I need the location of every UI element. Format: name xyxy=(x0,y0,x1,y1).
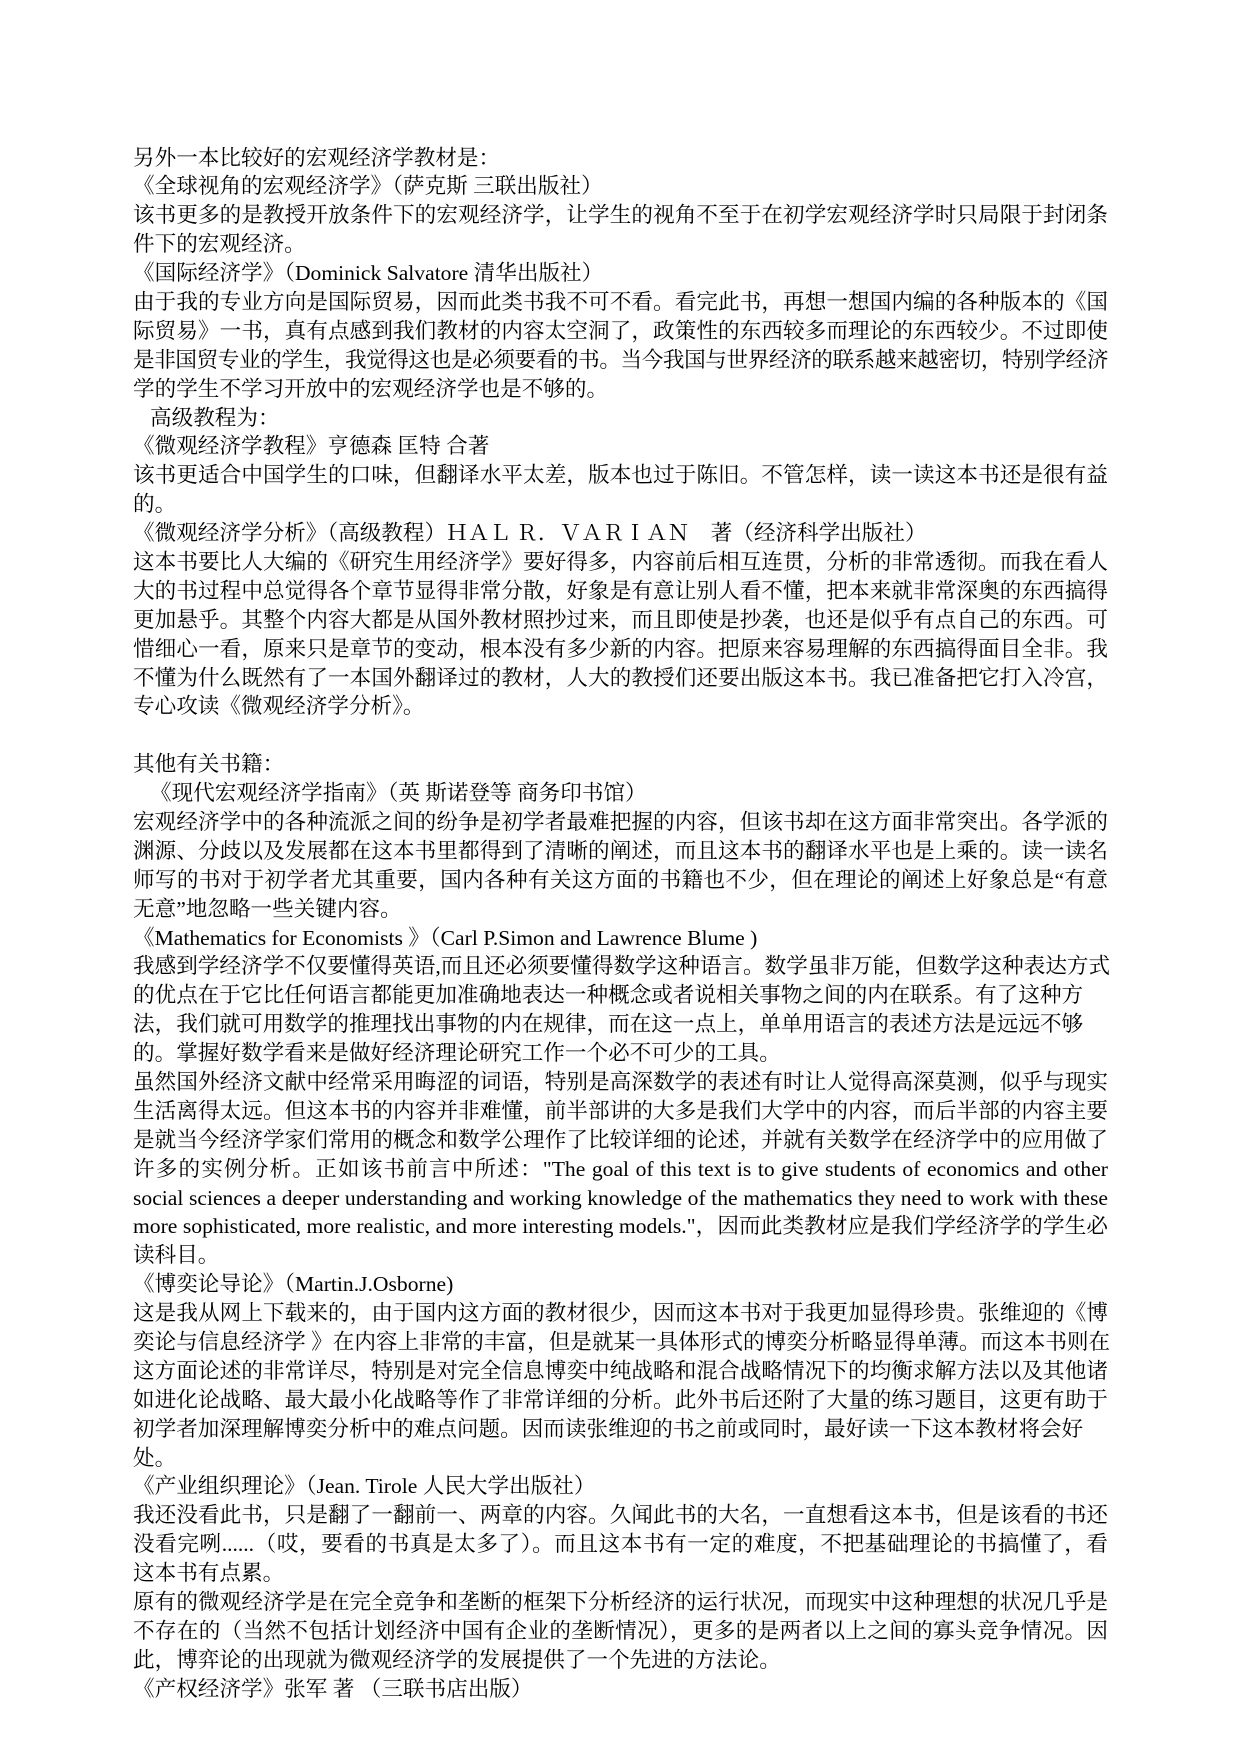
review-line: 大的书过程中总觉得各个章节显得非常分散，好象是有意让别人看不懂，把本来就非常深奥的东西搞得 xyxy=(133,578,1108,603)
book-title: 《Mathematics for Economists 》（Carl P.Simon and Lawrence Blume ) xyxy=(133,925,758,950)
review-line: 更加悬乎。其整个内容大都是从国外教材照抄过来，而且即使是抄袭，也还是似乎有点自己的东西。可 xyxy=(133,607,1108,632)
review-line: 不懂为什么既然有了一本国外翻译过的教材，人大的教授们还要出版这本书。我已准备把它打入冷宫， xyxy=(133,665,1108,690)
review-line: 无意”地忽略一些关键内容。 xyxy=(133,896,402,921)
review-line: 这方面论述的非常详尽，特别是对完全信息博奕中纯战略和混合战略情况下的均衡求解方法以及其他诸 xyxy=(133,1358,1108,1383)
review-line: 这本书有点累。 xyxy=(133,1561,285,1586)
book-title: 《国际经济学》（Dominick Salvatore 清华出版社） xyxy=(133,261,604,286)
review-line: 我还没看此书，只是翻了一翻前一、两章的内容。久闻此书的大名，一直想看这本书，但是该看的书还 xyxy=(133,1503,1108,1528)
review-line: 该书更多的是教授开放条件下的宏观经济学，让学生的视角不至于在初学宏观经济学时只局限于封闭条 xyxy=(133,203,1108,228)
document-body xyxy=(133,144,1111,1704)
review-line: 没看完咧......（哎，要看的书真是太多了）。而且这本书有一定的难度，不把基础理论的书搞懂了，看 xyxy=(133,1532,1108,1557)
review-line: 读科目。 xyxy=(133,1243,220,1268)
review-line: 这是我从网上下载来的，由于国内这方面的教材很少，因而这本书对于我更加显得珍贵。张维迎的《博 xyxy=(133,1301,1108,1326)
book-title: 《现代宏观经济学指南》（英 斯诺登等 商务印书馆） xyxy=(150,781,647,806)
review-line: 惜细心一看，原来只是章节的变动，根本没有多少新的内容。把原来容易理解的东西搞得面目全非。我 xyxy=(133,636,1108,661)
review-line: 是非国贸专业的学生，我觉得这也是必须要看的书。当今我国与世界经济的联系越来越密切，特别学经济 xyxy=(133,347,1108,372)
section-heading: 另外一本比较好的宏观经济学教材是： xyxy=(133,145,501,170)
review-line: 渊源、分歧以及发展都在这本书里都得到了清晰的阐述，而且这本书的翻译水平也是上乘的。读一读名 xyxy=(133,838,1108,863)
review-line: 专心攻读《微观经济学分析》。 xyxy=(133,694,425,719)
review-line: 如进化论战略、最大最小化战略等作了非常详细的分析。此外书后还附了大量的练习题目，这更有助于 xyxy=(133,1387,1108,1412)
review-line: 由于我的专业方向是国际贸易，因而此类书我不可不看。看完此书，再想一想国内编的各种版本的《国 xyxy=(133,289,1108,314)
review-line: 生活离得太远。但这本书的内容并非难懂，前半部讲的大多是我们大学中的内容，而后半部的内容主要 xyxy=(133,1098,1108,1123)
book-title: 《微观经济学分析》（高级教程）ＨＡＬ Ｒ．ＶＡＲＩＡＮ 著（经济科学出版社） xyxy=(133,521,927,546)
review-line: 学的学生不学习开放中的宏观经济学也是不够的。 xyxy=(133,376,609,401)
review-line: 不存在的（当然不包括计划经济中国有企业的垄断情况），更多的是两者以上之间的寡头竞争情况。因 xyxy=(133,1618,1108,1643)
review-line: 原有的微观经济学是在完全竞争和垄断的框架下分析经济的运行状况，而现实中这种理想的状况几乎是 xyxy=(133,1590,1108,1615)
review-line: 的优点在于它比任何语言都能更加准确地表达一种概念或者说相关事物之间的内在联系。有了这种方 xyxy=(133,983,1084,1008)
review-line: 件下的宏观经济。 xyxy=(133,232,306,257)
section-heading: 其他有关书籍： xyxy=(133,752,285,777)
review-line: 际贸易》一书，真有点感到我们教材的内容太空洞了，政策性的东西较多而理论的东西较少。不过即使 xyxy=(133,318,1108,343)
review-line: 这本书要比人大编的《研究生用经济学》要好得多，内容前后相互连贯，分析的非常透彻。而我在看人 xyxy=(133,549,1108,574)
review-line: 师写的书对于初学者尤其重要，国内各种有关这方面的书籍也不少，但在理论的阐述上好象总是“有意 xyxy=(133,867,1108,892)
review-line: social sciences a deeper understanding and working knowledge of the mathematics they need to work with these xyxy=(133,1185,1108,1210)
review-line: 的。掌握好数学看来是做好经济理论研究工作一个必不可少的工具。 xyxy=(133,1041,781,1066)
review-line: 许多的实例分析。正如该书前言中所述："The goal of this text is to give students of economics and other xyxy=(133,1156,1108,1181)
review-line: 此，博弈论的出现就为微观经济学的发展提供了一个先进的方法论。 xyxy=(133,1647,781,1672)
review-line: 处。 xyxy=(133,1445,177,1470)
book-title: 《产业组织理论》（Jean. Tirole 人民大学出版社） xyxy=(133,1474,596,1499)
review-line: 奕论与信息经济学 》在内容上非常的丰富，但是就某一具体形式的博奕分析略显得单薄。而这本书则在 xyxy=(133,1330,1111,1355)
book-title: 《博奕论导论》（Martin.J.Osborne) xyxy=(133,1272,454,1297)
book-title: 《微观经济学教程》亨德森 匡特 合著 xyxy=(133,434,490,459)
review-line: 法，我们就可用数学的推理找出事物的内在规律，而在这一点上，单单用语言的表述方法是远远不够 xyxy=(133,1012,1084,1037)
review-line: 虽然国外经济文献中经常采用晦涩的词语，特别是高深数学的表述有时让人觉得高深莫测，似乎与现实 xyxy=(133,1070,1108,1094)
section-heading: 高级教程为： xyxy=(150,405,280,430)
review-line: 的。 xyxy=(133,492,177,517)
review-line: more sophisticated, more realistic, and more interesting models."，因而此类教材应是我们学经济学的学生必 xyxy=(133,1214,1108,1239)
review-line: 初学者加深理解博奕分析中的难点问题。因而读张维迎的书之前或同时，最好读一下这本教材将会好 xyxy=(133,1416,1084,1441)
review-line: 我感到学经济学不仅要懂得英语,而且还必须要懂得数学这种语言。数学虽非万能，但数学这种表达方式 xyxy=(133,954,1111,979)
review-line: 是就当今经济学家们常用的概念和数学公理作了比较详细的论述，并就有关数学在经济学中的应用做了 xyxy=(133,1127,1108,1152)
review-line: 宏观经济学中的各种流派之间的纷争是初学者最难把握的内容，但该书却在这方面非常突出。各学派的 xyxy=(133,809,1108,834)
blank-line xyxy=(133,721,1108,750)
book-title: 《产权经济学》张军 著 （三联书店出版） xyxy=(133,1676,533,1701)
book-title: 《全球视角的宏观经济学》（萨克斯 三联出版社） xyxy=(133,174,603,199)
review-line: 该书更适合中国学生的口味，但翻译水平太差，版本也过于陈旧。不管怎样，读一读这本书还是很有益 xyxy=(133,463,1108,488)
